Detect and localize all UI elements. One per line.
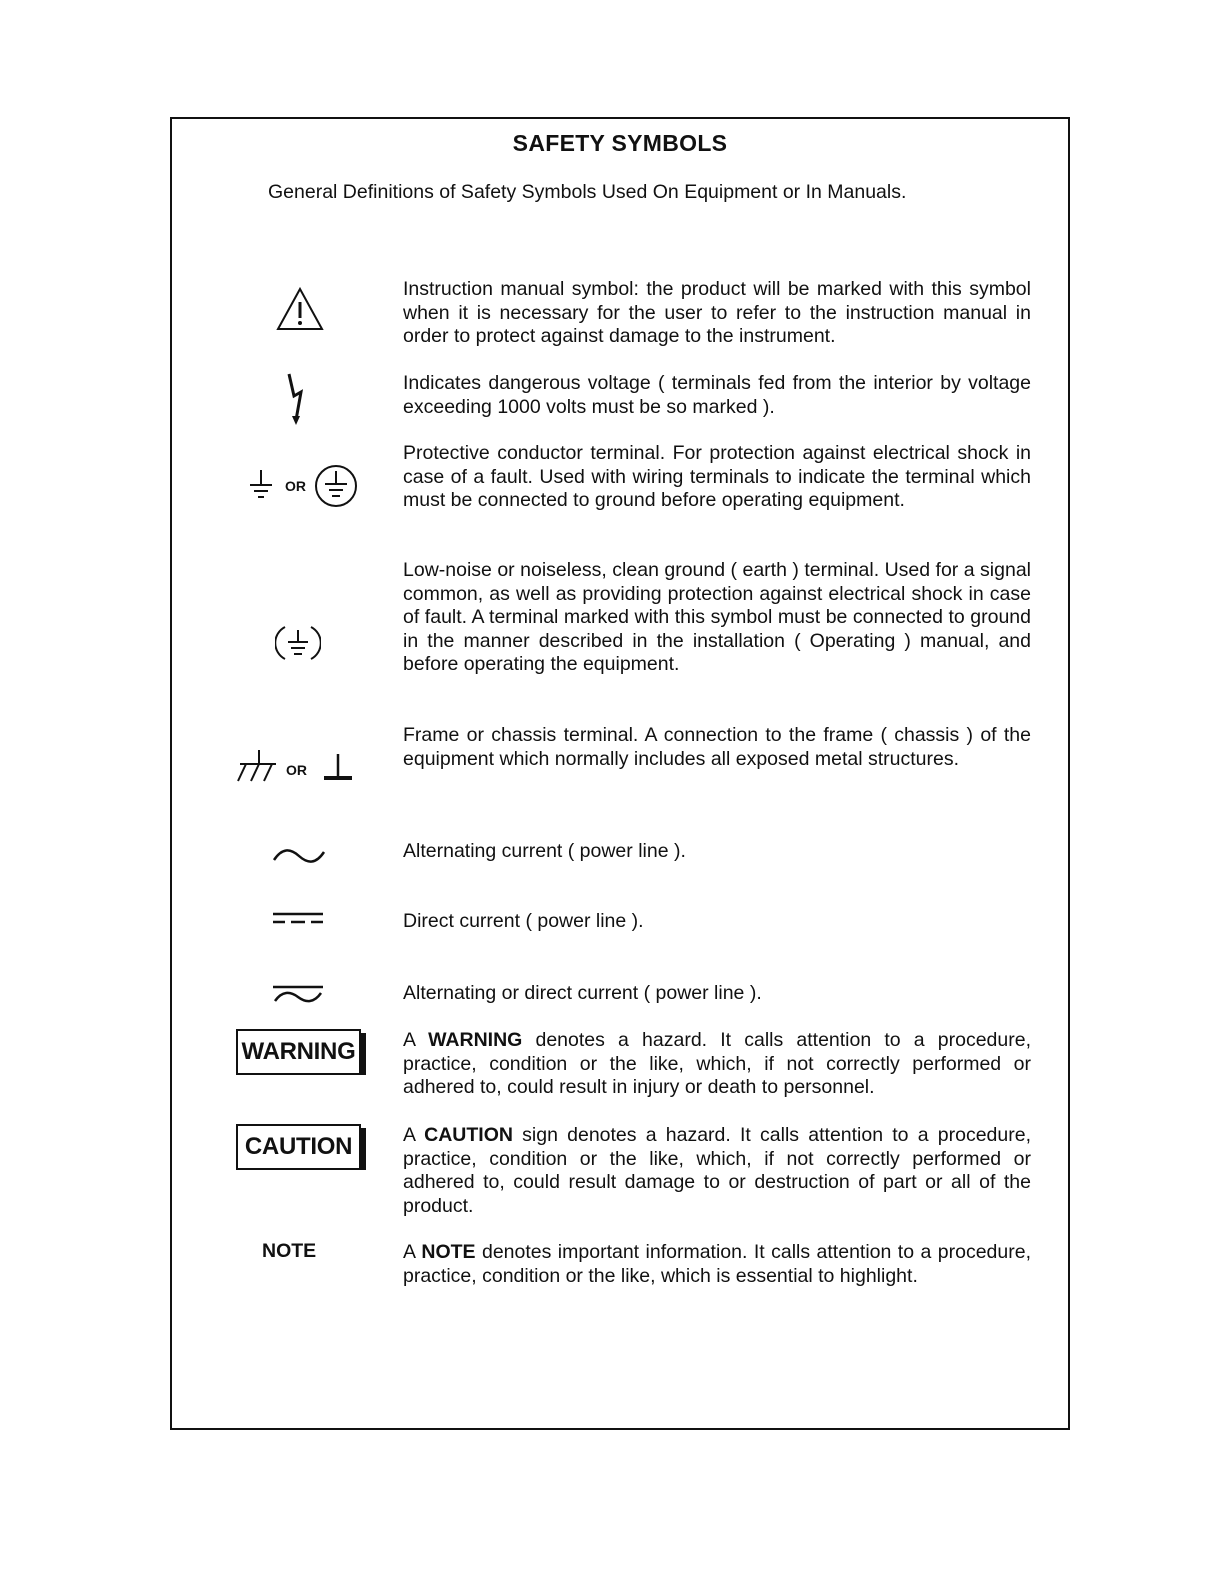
dc-description: Direct current ( power line ). <box>403 910 644 932</box>
ac-dc-description: Alternating or direct current ( power line ). <box>403 982 762 1004</box>
caution-label-box <box>236 1124 361 1170</box>
protective-ground-circle-icon <box>313 463 359 509</box>
warning-label: WARNING <box>241 1038 356 1065</box>
or-label-chassis: OR <box>286 762 307 778</box>
chassis-ground-icon <box>234 748 280 784</box>
clean-ground-icon <box>275 622 321 664</box>
caution-description: A CAUTION sign denotes a hazard. It calls attention to a procedure, practice, condition or the like, which, if not correctly performed or adhered to, could result damage to or destruction of part or all of the product. <box>403 1124 1031 1217</box>
protective-ground-icon <box>248 468 274 502</box>
warning-label-box <box>236 1029 361 1075</box>
caution-label: CAUTION <box>244 1133 353 1160</box>
page-title: SAFETY SYMBOLS <box>512 130 728 156</box>
page-subtitle: General Definitions of Safety Symbols Used On Equipment or In Manuals. <box>268 181 907 203</box>
dc-icon <box>272 910 324 926</box>
note-description: A NOTE denotes important information. It calls attention to a procedure, practice, condition or the like, which is essential to highlight. <box>403 1241 1031 1287</box>
ac-icon <box>272 846 326 866</box>
clean-ground-description: Low-noise or noiseless, clean ground ( earth ) terminal. Used for a signal common, as well as providing protection against electrical shock in case of fault. A terminal marked with this symbol must be connected to ground in the manner described in the installation ( Operating ) manual, and before operating the equipment. <box>403 559 1031 675</box>
dangerous-voltage-description: Indicates dangerous voltage ( terminals fed from the interior by voltage exceeding 1000 volts must be so marked ). <box>403 372 1031 418</box>
instruction-manual-description: Instruction manual symbol: the product will be marked with this symbol when it is necessary for the user to refer to the instruction manual in order to protect against damage to the instrument. <box>403 278 1031 347</box>
note-label: NOTE <box>262 1240 317 1262</box>
warning-triangle-icon <box>276 286 324 332</box>
warning-description: A WARNING denotes a hazard. It calls attention to a procedure, practice, condition or the like, which, if not correctly performed or adhered to, could result in injury or death to personnel. <box>403 1029 1031 1098</box>
ac-description: Alternating current ( power line ). <box>403 840 686 862</box>
protective-conductor-description: Protective conductor terminal. For protection against electrical shock in case of a fault. Used with wiring terminals to indicate the terminal which must be connected to ground before operating equipment. <box>403 442 1031 511</box>
frame-ground-icon <box>322 752 354 782</box>
ac-dc-icon <box>272 984 324 1006</box>
or-label: OR <box>285 478 306 494</box>
chassis-description: Frame or chassis terminal. A connection to the frame ( chassis ) of the equipment which normally includes all exposed metal structures. <box>403 724 1031 770</box>
lightning-bolt-icon <box>283 372 307 428</box>
